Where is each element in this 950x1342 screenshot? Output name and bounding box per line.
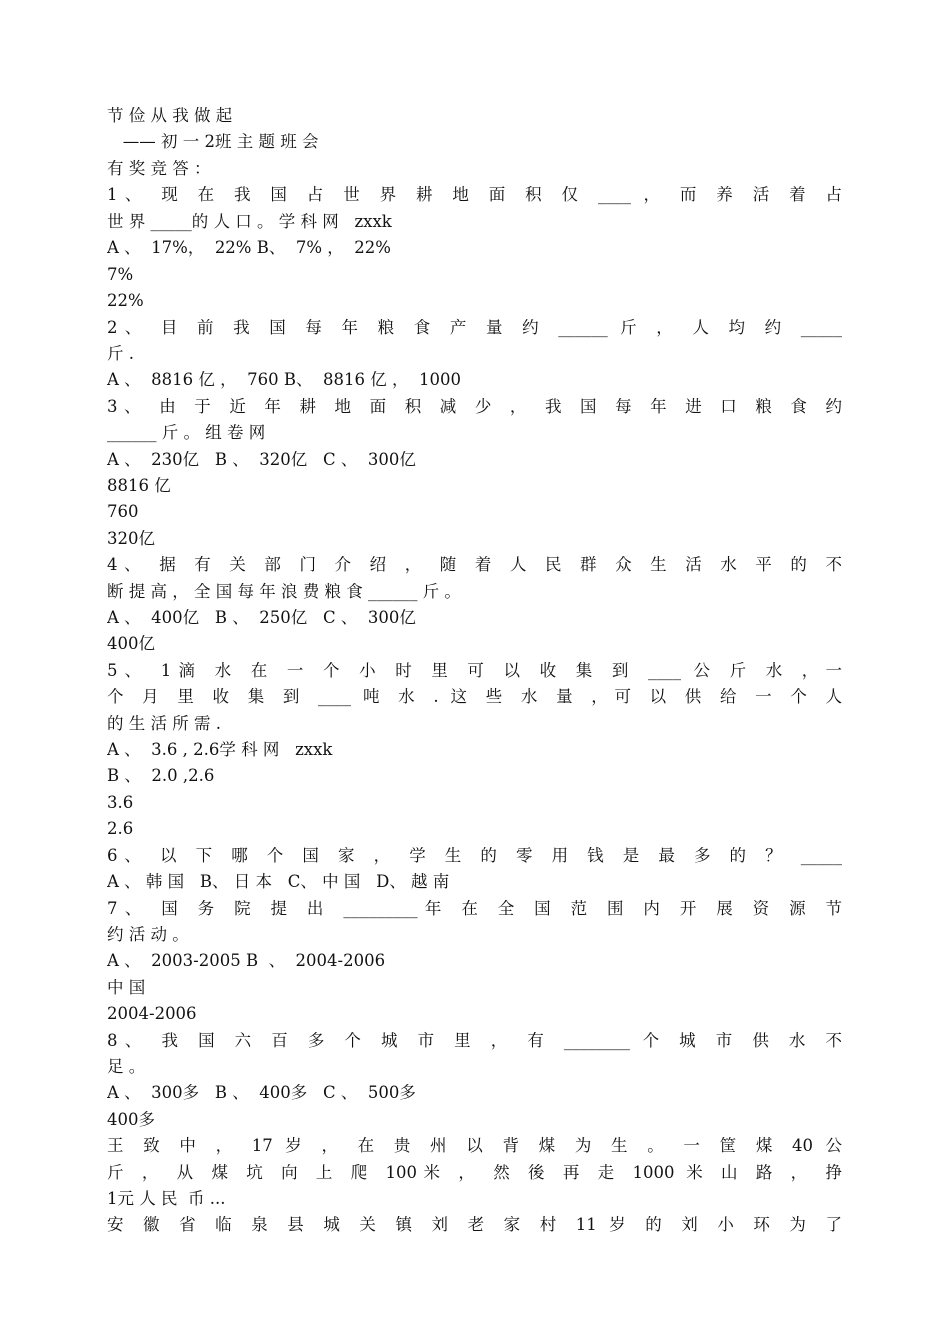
- doc-title: 节 俭 从 我 做 起: [107, 106, 233, 125]
- question-3-line-2: ______ 斤 。 组 卷 网: [107, 423, 266, 442]
- question-7-line-2: 约 活 动 。: [107, 925, 189, 944]
- question-8-line-2: 足 。: [107, 1057, 146, 1076]
- question-4-options: A 、 400亿 B 、 250亿 C 、 300亿: [107, 608, 416, 627]
- story-2-line-1: 安 徽 省 临 泉 县 城 关 镇 刘 老 家 村 11 岁 的 刘 小 环 为 了: [107, 1215, 842, 1234]
- answer-line: 400多: [107, 1110, 155, 1129]
- answer-line: 400亿: [107, 634, 155, 653]
- question-8-line-1: 8、 我 国 六 百 多 个 城 市 里 ， 有 ________ 个 城 市 供 水 不: [107, 1031, 842, 1050]
- question-3-line-1: 3、 由 于 近 年 耕 地 面 积 减 少 ， 我 国 每 年 进 口 粮 食 约: [107, 397, 842, 416]
- question-5-line-1: 5、 1滴 水 在 一 个 小 时 里 可 以 收 集 到 ____ 公 斤 水 ，一: [107, 661, 842, 680]
- answer-line: 7%: [107, 265, 134, 284]
- question-6-line-1: 6、 以 下 哪 个 国 家 ， 学 生 的 零 用 钱 是 最 多 的 ？ _____: [107, 846, 842, 865]
- answer-line: 22%: [107, 291, 144, 310]
- answer-line: 8816 亿: [107, 476, 171, 495]
- story-1-line-2: 斤 ， 从 煤 坑 向 上 爬 100米 ， 然 後 再 走 1000 米 山 路 ， 挣: [107, 1163, 842, 1182]
- answer-line: 2.6: [107, 819, 134, 838]
- answer-line: 中 国: [107, 978, 146, 997]
- answer-line: 3.6: [107, 793, 134, 812]
- story-1-line-1: 王 致 中 ， 17 岁 ， 在 贵 州 以 背 煤 为 生 。 一 筐 煤 40 公: [107, 1136, 842, 1155]
- question-7-line-1: 7、 国 务 院 提 出 _________年 在 全 国 范 围 内 开 展 资 源 节: [107, 899, 842, 918]
- question-2-options: A 、 8816 亿 ， 760 B、 8816 亿 ， 1000: [107, 370, 461, 389]
- question-4-line-1: 4、 据 有 关 部 门 介 绍 ， 随 着 人 民 群 众 生 活 水 平 的 不: [107, 555, 842, 574]
- question-5-line-2: 个 月 里 收 集 到 ____ 吨 水 . 这 些 水 量 ，可 以 供 给 一 个 人: [107, 687, 842, 706]
- question-7-options: A 、 2003-2005 B 、 2004-2006: [107, 951, 386, 970]
- question-1-options: A 、 17%， 22% B、 7% ， 22%: [107, 238, 391, 257]
- question-2-line-1: 2、 目 前 我 国 每 年 粮 食 产 量 约 ______ 斤 ， 人 均 约 _____: [107, 318, 842, 337]
- doc-subtitle: —— 初 一 2班 主 题 班 会: [107, 132, 319, 151]
- question-4-line-2: 断 提 高 ， 全 国 每 年 浪 费 粮 食 ______ 斤 。: [107, 582, 461, 601]
- question-1-line-1: 1、 现 在 我 国 占 世 界 耕 地 面 积 仅 ____ ， 而 养 活 着 占: [107, 185, 842, 204]
- story-1-line-3: 1元 人 民 币 ...: [107, 1189, 226, 1208]
- question-5-line-3: 的 生 活 所 需 .: [107, 714, 221, 733]
- question-5-option-a: A 、 3.6 , 2.6学 科 网 zxxk: [107, 740, 333, 759]
- question-3-options: A 、 230亿 B 、 320亿 C 、 300亿: [107, 450, 416, 469]
- question-5-option-b: B 、 2.0 ,2.6: [107, 766, 215, 785]
- question-6-options: A 、 韩 国 B、 日 本 C、 中 国 D、 越 南: [107, 872, 450, 891]
- question-8-options: A 、 300多 B 、 400多 C 、 500多: [107, 1083, 416, 1102]
- answer-line: 2004-2006: [107, 1004, 197, 1023]
- answer-line: 760: [107, 502, 139, 521]
- question-1-line-2: 世 界 _____的 人 口 。 学 科 网 zxxk: [107, 212, 392, 231]
- question-2-line-2: 斤 .: [107, 344, 134, 363]
- answer-line: 320亿: [107, 529, 155, 548]
- section-heading: 有 奖 竞 答 ：: [107, 159, 211, 178]
